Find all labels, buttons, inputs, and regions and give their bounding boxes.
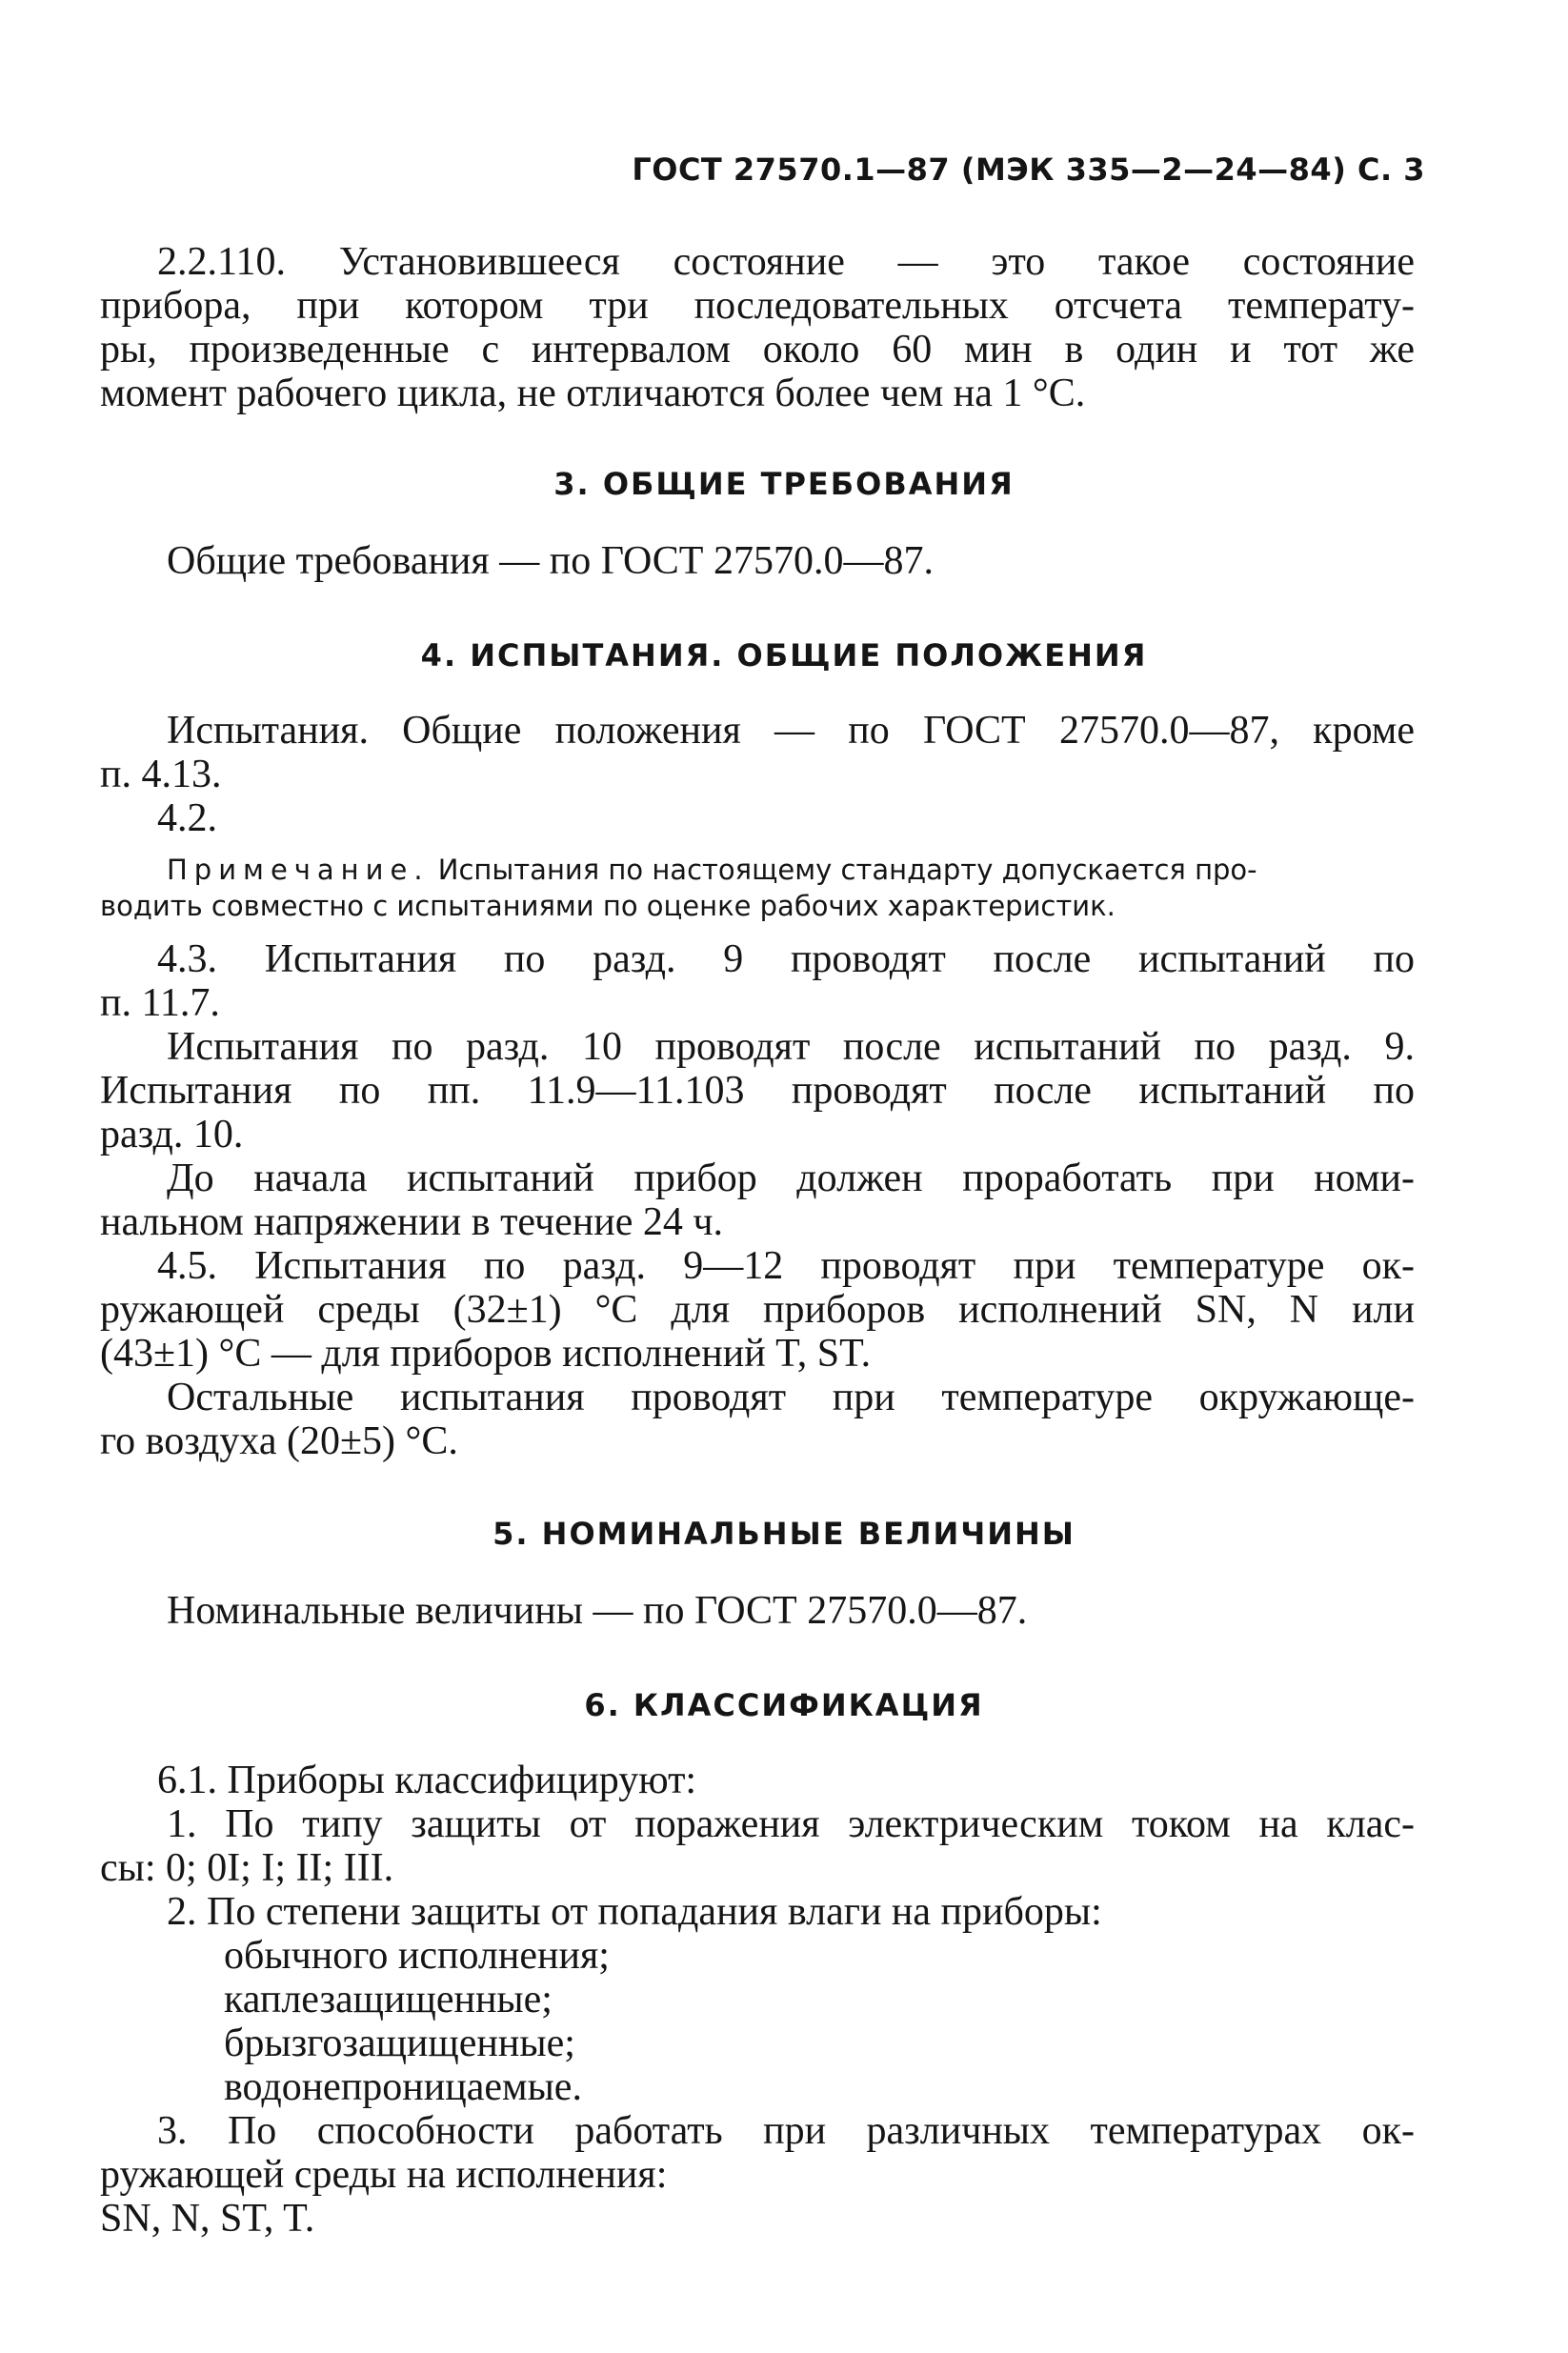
note-line: водить совместно с испытаниями по оценке рабочих характеристик. [100,890,1116,922]
paragraph-line: сы: 0; 0I; I; II; III. [100,1846,394,1890]
paragraph-line: Испытания по пп. 11.9—11.103 проводят после испытаний по [100,1069,1415,1113]
paragraph-line: прибора, при котором три последовательных отсчета температу- [100,284,1415,328]
paragraph-line: го воздуха (20±5) °С. [100,1419,458,1463]
paragraph-line: 4.5. Испытания по разд. 9—12 проводят при температуре ок- [157,1244,1415,1288]
paragraph-line: 6.1. Приборы классифицируют: [157,1759,697,1802]
paragraph-line: 2.2.110. Установившееся состояние — это такое состояние [157,240,1415,284]
paragraph-line: SN, N, ST, T. [100,2197,315,2241]
paragraph-line: Испытания по разд. 10 проводят после испытаний по разд. 9. [167,1025,1415,1069]
paragraph-line: 4.2. [157,796,217,840]
paragraph-line: момент рабочего цикла, не отличаются более чем на 1 °С. [100,372,1086,415]
section-heading: 5. НОМИНАЛЬНЫЕ ВЕЛИЧИНЫ [493,1516,1075,1552]
paragraph-line: Номинальные величины — по ГОСТ 27570.0—87. [167,1589,1028,1633]
paragraph-line: 3. По способности работать при различных температурах ок- [157,2109,1415,2153]
list-item: каплезащищенные; [224,1978,553,2021]
paragraph-line: ружающей среды на исполнения: [100,2153,668,2197]
paragraph-line: 2. По степени защиты от попадания влаги на приборы: [167,1890,1102,1934]
paragraph-line: Остальные испытания проводят при температуре окружающе- [167,1376,1415,1419]
paragraph-line: разд. 10. [100,1113,244,1156]
paragraph-line: До начала испытаний прибор должен проработать при номи- [167,1156,1415,1200]
note-label: Примечание. [167,854,430,886]
section-heading: 6. КЛАССИФИКАЦИЯ [584,1687,984,1723]
paragraph-line: 1. По типу защиты от поражения электрическим током на клас- [167,1802,1415,1846]
paragraph-line: нальном напряжении в течение 24 ч. [100,1200,724,1244]
list-item: водонепроницаемые. [224,2065,582,2109]
paragraph-line: (43±1) °С — для приборов исполнений T, ST. [100,1332,872,1376]
list-item: обычного исполнения; [224,1934,610,1978]
paragraph-line: Общие требования — по ГОСТ 27570.0—87. [167,539,934,583]
page-header: ГОСТ 27570.1—87 (МЭК 335—2—24—84) С. 3 [632,151,1425,188]
paragraph-line: ры, произведенные с интервалом около 60 мин в один и тот же [100,328,1415,372]
section-heading: 4. ИСПЫТАНИЯ. ОБЩИЕ ПОЛОЖЕНИЯ [420,637,1148,674]
paragraph-line: п. 11.7. [100,981,220,1025]
paragraph-line: Испытания. Общие положения — по ГОСТ 27570.0—87, кроме [167,709,1415,753]
paragraph-line: 4.3. Испытания по разд. 9 проводят после испытаний по [157,937,1415,981]
paragraph-line: ружающей среды (32±1) °С для приборов исполнений SN, N или [100,1288,1415,1332]
note-line [167,854,1415,886]
list-item: брызгозащищенные; [224,2021,575,2065]
section-heading: 3. ОБЩИЕ ТРЕБОВАНИЯ [553,466,1015,502]
paragraph-line: п. 4.13. [100,753,222,796]
note-text: Испытания по настоящему стандарту допускается про- [429,854,1257,886]
